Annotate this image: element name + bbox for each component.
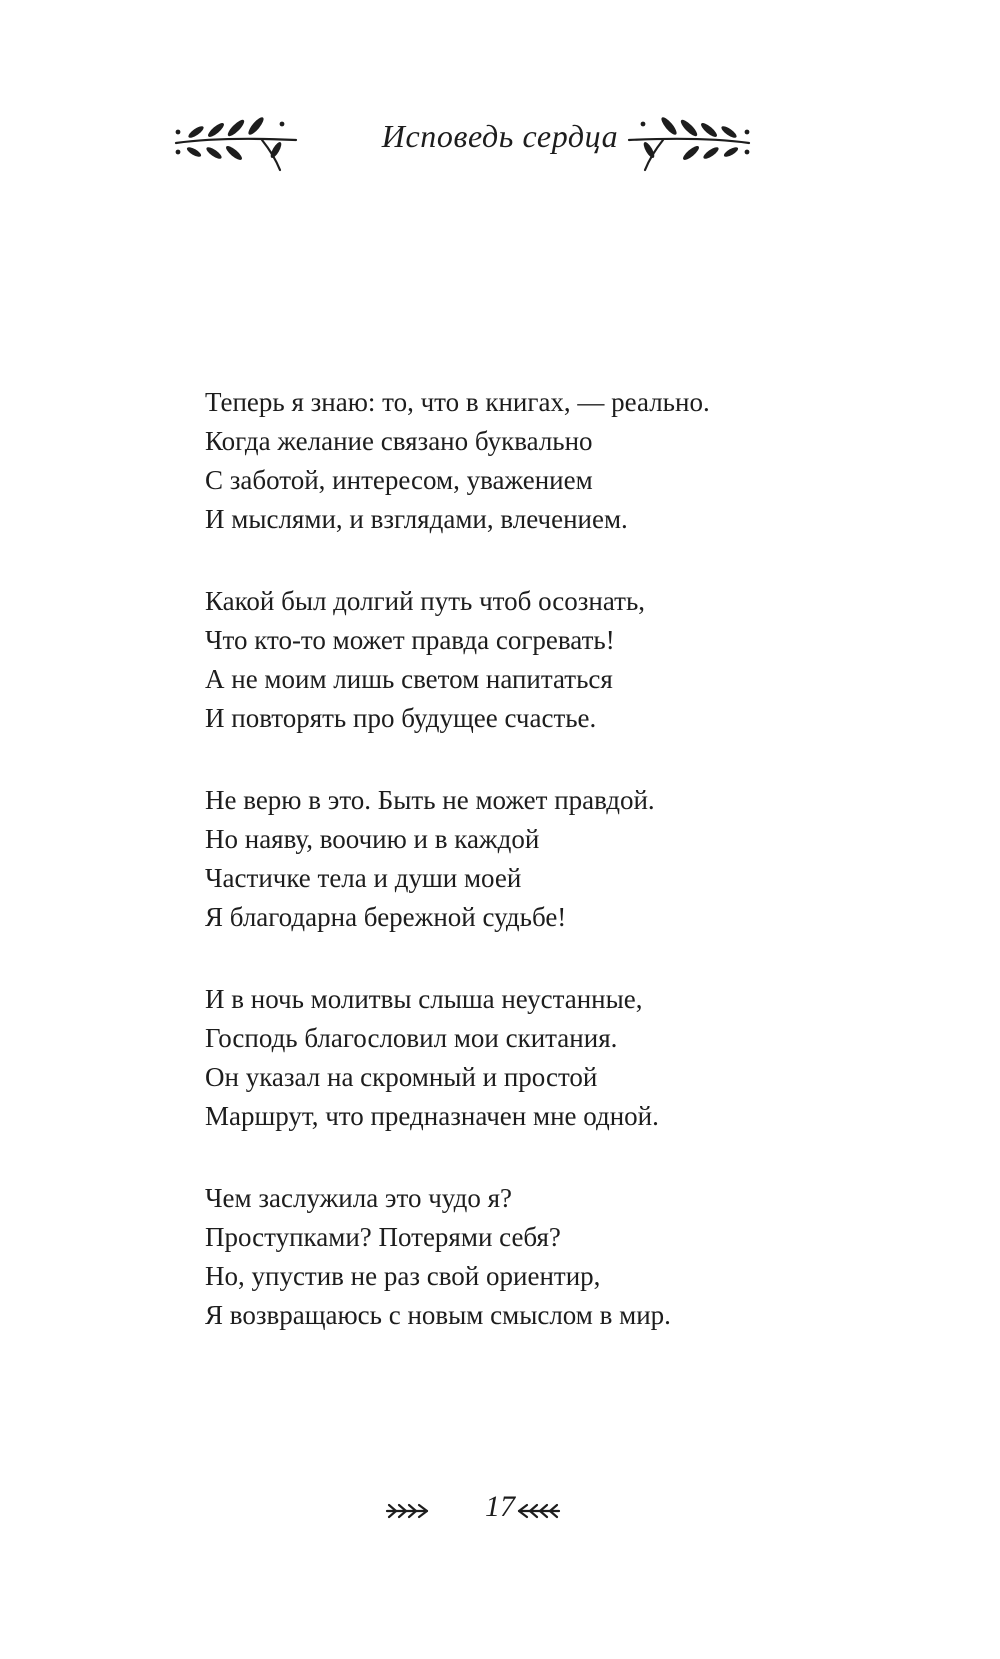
poem-line: Теперь я знаю: то, что в книгах, — реально.	[205, 387, 710, 417]
poem-line: Господь благословил мои скитания.	[205, 1023, 618, 1053]
poem-line: Когда желание связано буквально	[205, 426, 593, 456]
poem-line: Но наяву, воочию и в каждой	[205, 824, 540, 854]
page-number: 17	[485, 1490, 515, 1523]
poem	[205, 383, 925, 1378]
poem-line: Не верю в это. Быть не может правдой.	[205, 785, 655, 815]
stanza	[205, 781, 925, 937]
poem-line: Он указал на скромный и простой	[205, 1062, 598, 1092]
poem-line: Чем заслужила это чудо я?	[205, 1183, 512, 1213]
poem-line: Частичке тела и души моей	[205, 863, 522, 893]
arrow-flourish-icon	[515, 1502, 561, 1520]
stanza	[205, 1179, 925, 1335]
laurel-branch-icon	[625, 108, 753, 172]
page-header	[0, 100, 1000, 180]
running-title: Исповедь сердца	[381, 118, 619, 154]
poem-line: И мыслями, и взглядами, влечением.	[205, 504, 628, 534]
stanza	[205, 383, 925, 539]
poem-line: Я благодарна бережной судьбе!	[205, 902, 567, 932]
page-footer	[0, 1490, 1000, 1534]
poem-line: Какой был долгий путь чтоб осознать,	[205, 586, 646, 616]
poem-line: Что кто-то может правда согревать!	[205, 625, 615, 655]
poem-line: И повторять про будущее счастье.	[205, 703, 597, 733]
poem-line: Я возвращаюсь с новым смыслом в мир.	[205, 1300, 671, 1330]
poem-line: А не моим лишь светом напитаться	[205, 664, 613, 694]
stanza	[205, 980, 925, 1136]
poem-line: И в ночь молитвы слыша неустанные,	[205, 984, 643, 1014]
poem-line: С заботой, интересом, уважением	[205, 465, 593, 495]
stanza	[205, 582, 925, 738]
poem-line: Но, упустив не раз свой ориентир,	[205, 1261, 601, 1291]
poem-line: Проступками? Потерями себя?	[205, 1222, 561, 1252]
poem-line: Маршрут, что предназначен мне одной.	[205, 1101, 659, 1131]
